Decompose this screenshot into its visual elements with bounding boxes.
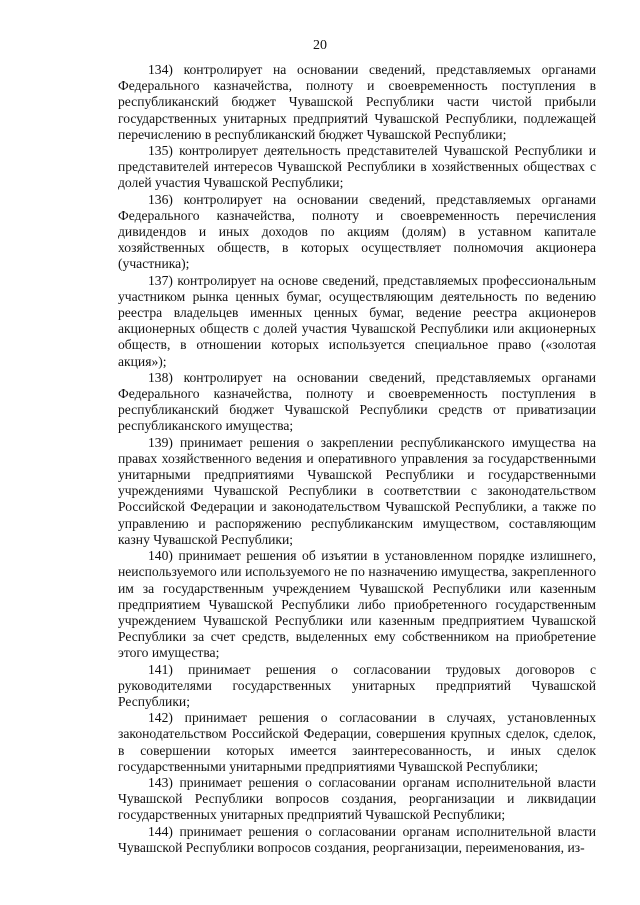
paragraph-138: 138) контролирует на основании сведений, представляемых органами Федерального казначейства, полноту и своевременность поступления в республиканский бюджет Чувашской Республики средств от приватизации республиканского имущества; [118,369,596,434]
paragraph-137: 137) контролирует на основе сведений, представляемых профессиональным участником рынка ценных бумаг, осуществляющим деятельность по ведению реестра владельцев именных ценных бумаг, ведение реестра акционеров акционерных обществ с долей участия Чувашской Республики или акционерных обществ, в отношении которых используется специальное право («золотая акция»); [118,272,596,369]
paragraph-139: 139) принимает решения о закреплении республиканского имущества на правах хозяйственного ведения и оперативного управления за государственными унитарными предприятиями Чувашской Республики и государственными учреждениями Чувашской Республики в соответствии с законодательством Российской Федерации и законодательством Чувашской Республики, а также по управлению и распоряжению республиканским имуществом, составляющим казну Чувашской Республики; [118,434,596,547]
paragraph-143: 143) принимает решения о согласовании органам исполнительной власти Чувашской Республики вопросов создания, реорганизации и ликвидации государственных унитарных предприятий Чувашской Республики; [118,774,596,823]
paragraph-135: 135) контролирует деятельность представителей Чувашской Республики и представителей интересов Чувашской Республики в хозяйственных обществах с долей участия Чувашской Республики; [118,143,596,191]
paragraph-134: 134) контролирует на основании сведений, представляемых органами Федерального казначейства, полноту и своевременность поступления в республиканский бюджет Чувашской Республики части чистой прибыли государственных унитарных предприятий Чувашской Республики, подлежащей перечислению в республиканский бюджет Чувашской Республики; [118,62,596,142]
paragraph-141: 141) принимает решения о согласовании трудовых договоров с руководителями государственных унитарных предприятий Чувашской Республики; [118,661,596,709]
paragraph-144: 144) принимает решения о согласовании органам исполнительной власти Чувашской Республики вопросов создания, реорганизации, переименования, из- [118,823,596,855]
paragraph-140: 140) принимает решения об изъятии в установленном порядке излишнего, неиспользуемого или используемого не по назначению имущества, закрепленного им за государственным учреждением Чувашской Республики или казенным предприятием Чувашской Республики либо приобретенного государственным учреждением Чувашской Республики или казенным предприятием Чувашской Республики за счет средств, выделенных ему собственником на приобретение этого имущества; [118,548,596,661]
paragraph-142: 142) принимает решения о согласовании в случаях, установленных законодательством Российской Федерации, совершения крупных сделок, сделок, в совершении которых имеется заинтересованность, и иных сделок государственными унитарными предприятиями Чувашской Республики; [118,710,596,774]
document-body [118,62,596,856]
page-number: 20 [313,38,327,53]
paragraph-136: 136) контролирует на основании сведений, представляемых органами Федерального казначейства, полноту и своевременность перечисления дивидендов и иных доходов по акциям (долям) в уставном капитале хозяйственных обществ, в которых осуществляет полномочия акционера (участника); [118,191,596,272]
